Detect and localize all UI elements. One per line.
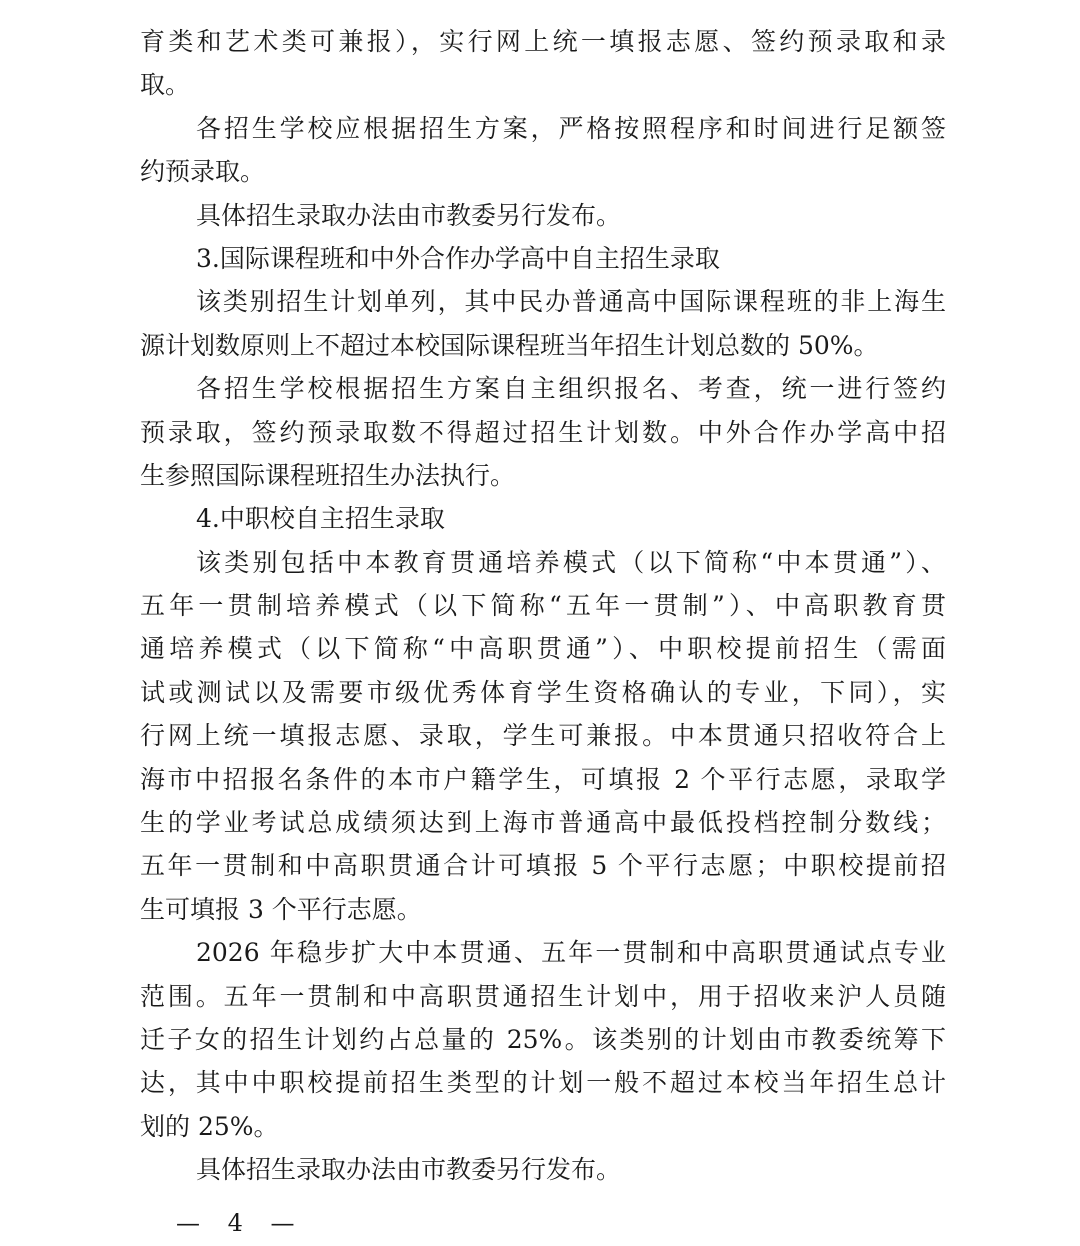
document-page [140,20,946,1192]
text-line-paragraph-start: 各招生学校应根据招生方案，严格按照程序和时间进行足额签 [196,113,946,143]
page-number: — 4 — [176,1209,305,1237]
text-line-paragraph-end: 取。 [140,70,191,100]
text-line-paragraph-start: 各招生学校根据招生方案自主组织报名、考查，统一进行签约 [196,374,946,404]
text-line-paragraph-end: 生参照国际课程班招生办法执行。 [140,460,516,490]
text-line-paragraph-end: 源计划数原则上不超过本校国际课程班当年招生计划总数的 50%。 [140,330,879,360]
text-line-paragraph-end: 划的 25%。 [140,1111,279,1141]
text-line: 通培养模式（以下简称“中高职贯通”）、中职校提前招生（需面 [140,634,946,664]
text-line: 范围。五年一贯制和中高职贯通招生计划中，用于招收来沪人员随 [140,981,946,1011]
text-line: 达，其中中职校提前招生类型的计划一般不超过本校当年招生总计 [140,1068,946,1098]
text-line: 海市中招报名条件的本市户籍学生，可填报 2 个平行志愿，录取学 [140,764,946,794]
text-line-paragraph-start: 该类别招生计划单列，其中民办普通高中国际课程班的非上海生 [196,287,946,317]
text-line: 生的学业考试总成绩须达到上海市普通高中最低投档控制分数线； [140,808,946,838]
text-line: 试或测试以及需要市级优秀体育学生资格确认的专业，下同），实 [140,677,946,707]
text-line: 迁子女的招生计划约占总量的 25%。该类别的计划由市教委统筹下 [140,1024,946,1054]
text-line: 五年一贯制培养模式（以下简称“五年一贯制”）、中高职教育贯 [140,591,946,621]
text-line: 五年一贯制和中高职贯通合计可填报 5 个平行志愿；中职校提前招 [140,851,946,881]
text-line-paragraph: 具体招生录取办法由市教委另行发布。 [196,200,622,230]
text-line-paragraph-end: 约预录取。 [140,157,266,187]
text-line: 预录取，签约预录取数不得超过招生计划数。中外合作办学高中招 [140,417,946,447]
section-heading-4: 4.中职校自主招生录取 [196,504,445,534]
text-line-paragraph-start: 该类别包括中本教育贯通培养模式（以下简称“中本贯通”）、 [196,547,946,577]
text-line-paragraph-start: 2026 年稳步扩大中本贯通、五年一贯制和中高职贯通试点专业 [196,938,946,968]
text-line-continuation: 育类和艺术类可兼报），实行网上统一填报志愿、签约预录取和录 [140,27,946,56]
text-line: 行网上统一填报志愿、录取，学生可兼报。中本贯通只招收符合上 [140,721,946,751]
text-line-paragraph: 具体招生录取办法由市教委另行发布。 [196,1155,622,1185]
text-line-paragraph-end: 生可填报 3 个平行志愿。 [140,894,422,924]
section-heading-3: 3.国际课程班和中外合作办学高中自主招生录取 [196,243,720,273]
